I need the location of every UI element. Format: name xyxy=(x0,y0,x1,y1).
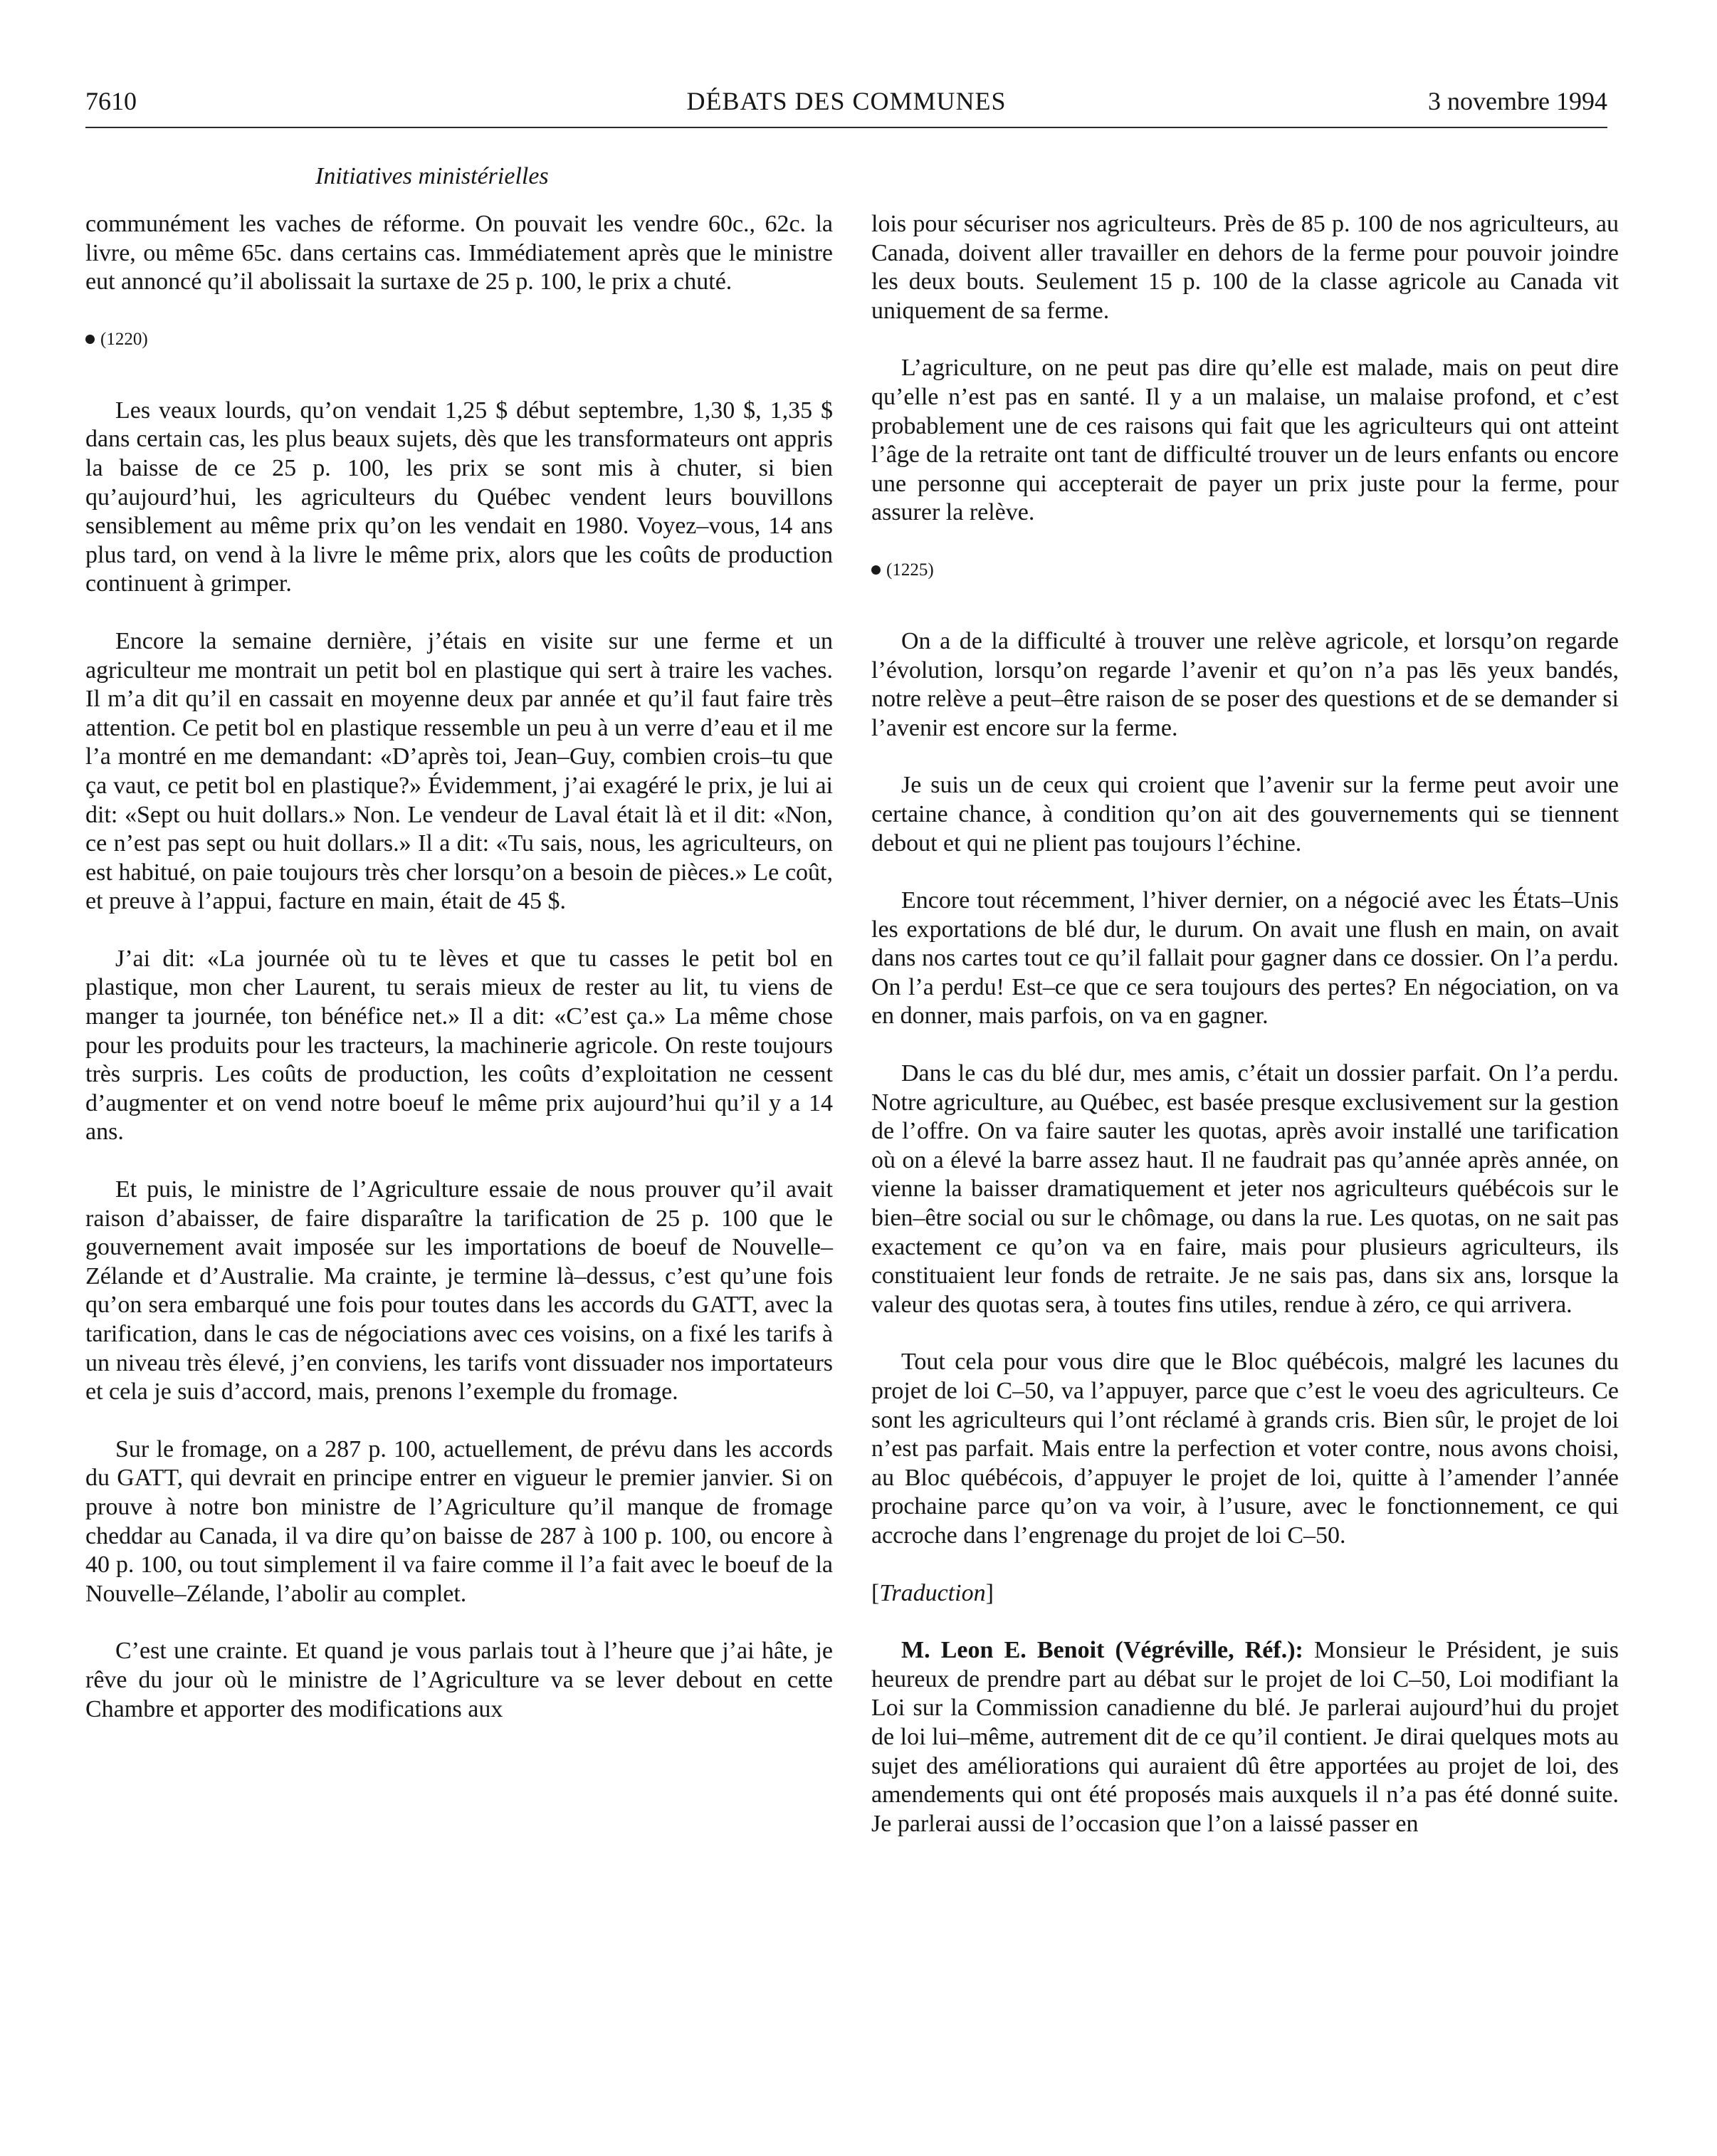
paragraph: Tout cela pour vous dire que le Bloc québécois, malgré les lacunes du projet de loi C–50, va l’appuyer, parce que c’est le voeu des agriculteurs. Ce sont les agriculteurs qui l’ont réclamé à grands cris. Bien sûr, le projet de loi n’est pas parfait. Mais entre la perfection et voter contre, nous avons choisi, au Bloc québécois, d’appuyer le projet de loi, quitte à l’amender l’année prochaine parce qu’on va voir, à l’usure, avec le fonctionnement, ce qui accroche dans l’engrenage du projet de loi C–50. xyxy=(871,1349,1619,1549)
paragraph: Les veaux lourds, qu’on vendait 1,25 $ début septembre, 1,30 $, 1,35 $ dans certain cas, les plus beaux sujets, dès que les transformateurs ont appris la baisse de ce 25 p. 100, les prix se sont mis à chuter, si bien qu’aujourd’hui, les agriculteurs du Québec vendent leurs bouvillons sensiblement au même prix qu’on les vendait en 1980. Voyez–vous, 14 ans plus tard, on vend à la livre le même prix, alors que les coûts de production continuent à grimper. xyxy=(85,397,833,597)
sitting-date: 3 novembre 1994 xyxy=(1428,87,1607,115)
speaker-name: M. Leon E. Benoit (Végréville, Réf.): xyxy=(901,1637,1303,1664)
paragraph: Je suis un de ceux qui croient que l’avenir sur la ferme peut avoir une certaine chance, à condition qu’on ait des gouvernements qui se tiennent debout et qui ne plient pas toujours l’échine. xyxy=(871,772,1619,857)
paragraph: L’agriculture, on ne peut pas dire qu’elle est malade, mais on peut dire qu’elle n’est pas en santé. Il y a un malaise, un malaise profond, et c’est probablement une de ces raisons qui fait que les agriculteurs qui ont atteint l’âge de la retraite ont tant de difficulté trouver un de leurs enfants ou encore une personne qui accepterait de payer un prix juste pour la ferme, pour assurer la relève. xyxy=(871,355,1619,526)
header-rule xyxy=(85,127,1607,128)
right-column xyxy=(871,210,1619,1867)
paragraph: communément les vaches de réforme. On pouvait les vendre 60c., 62c. la livre, ou même 65c. dans certains cas. Immédiatement après que le ministre eut annoncé qu’il abolissait la surtaxe de 25 p. 100, le prix a chuté. xyxy=(85,211,833,295)
paragraph: lois pour sécuriser nos agriculteurs. Près de 85 p. 100 de nos agriculteurs, au Canada, doivent aller travailler en dehors de la ferme pour pouvoir joindre les deux bouts. Seulement 15 p. 100 de la classe agricole au Canada vit uniquement de sa ferme. xyxy=(871,211,1619,324)
time-marker xyxy=(871,556,1619,585)
bracket-open: [ xyxy=(871,1579,880,1606)
paragraph: Et puis, le ministre de l’Agriculture essaie de nous prouver qu’il avait raison d’abaisser, de faire disparaître la tarification de 25 p. 100 que le gouvernement avait imposée sur les importations de boeuf de Nouvelle–Zélande et d’Australie. Ma crainte, je termine là–dessus, c’est qu’une fois qu’on sera embarqué une fois pour toutes dans les accords du GATT, avec la tarification, dans le cas de négociations avec ces voisins, on a fixé les tarifs à un niveau très élevé, j’en conviens, les tarifs vont dissuader nos importateurs et cela je suis d’accord, mais, prenons l’exemple du fromage. xyxy=(85,1176,833,1406)
bracket-close: ] xyxy=(985,1579,994,1606)
translation-note xyxy=(871,1579,1619,1608)
paragraph: Sur le fromage, on a 287 p. 100, actuellement, de prévu dans les accords du GATT, qui devrait en principe entrer en vigueur le premier janvier. Si on prouve à notre bon ministre de l’Agriculture qu’il manque de fromage cheddar au Canada, il va dire qu’on baisse de 287 à 100 p. 100, ou encore à 40 p. 100, ou tout simplement il va faire comme il l’a fait avec le boeuf de la Nouvelle–Zélande, l’abolir au complet. xyxy=(85,1435,833,1607)
bullet-icon xyxy=(85,335,95,344)
paragraph: Encore tout récemment, l’hiver dernier, on a négocié avec les États–Unis les exportations de blé dur, le durum. On avait une flush en main, on avait dans nos cartes tout ce qu’il fallait pour gagner dans ce dossier. On l’a perdu. On l’a perdu! Est–ce que ce sera toujours des pertes? En négociation, on va en donner, mais parfois, on va en gagner. xyxy=(871,887,1619,1030)
running-header xyxy=(85,84,1607,118)
paragraph: J’ai dit: «La journée où tu te lèves et que tu casses le petit bol en plastique, mon cher Laurent, tu serais mieux de rester au lit, tu viens de manger ta journée, ton bénéfice net.» Il a dit: «C’est ça.» La même chose pour les produits pour les tracteurs, la machinerie agricole. On reste toujours très surpris. Les coûts de production, les coûts d’exploitation ne cessent d’augmenter et on vend notre boeuf le même prix aujourd’hui qu’il y a 14 ans. xyxy=(85,945,833,1146)
paragraph: Encore la semaine dernière, j’étais en visite sur une ferme et un agriculteur me montrait un petit bol en plastique qui sert à traire les vaches. Il m’a dit qu’il en cassait en moyenne deux par année et qu’il faut faire très attention. Ce petit bol en plastique ressemble un peu à un verre d’eau et il me l’a montré en me demandant: «D’après toi, Jean–Guy, combien crois–tu que ça vaut, ce petit bol en plastique?» Évidemment, j’ai exagéré le prix, je lui ai dit: «Sept ou huit dollars.» Non. Le vendeur de Laval était là et il dit: «Non, ce n’est pas sept ou huit dollars.» Il a dit: «Tu sais, nous, les agriculteurs, on est habitué, on paie toujours très cher lorsqu’on a besoin de pièces.» Le coût, et preuve à l’appui, facture en main, était de 45 $. xyxy=(85,627,833,915)
speech-paragraph xyxy=(871,1636,1619,1838)
speech-text: Monsieur le Président, je suis heureux de prendre part au débat sur le projet de loi C–50, Loi modifiant la Loi sur la Commission canadienne du blé. Je parlerai aujourd’hui du projet de loi lui–même, autrement dit de ce qu’il contient. Je dirai quelques mots au sujet des améliorations qui auraient dû être apportées au projet de loi, des amendements qui ont été proposés mais auxquels il n’a pas été donné suite. Je parlerai aussi de l’occasion que l’on a laissé passer en xyxy=(871,1637,1619,1837)
journal-title: DÉBATS DES COMMUNES xyxy=(686,87,1007,115)
paragraph: C’est une crainte. Et quand je vous parlais tout à l’heure que j’ai hâte, je rêve du jour où le ministre de l’Agriculture va se lever debout en cette Chambre et apporter des modifications aux xyxy=(85,1638,833,1722)
paragraph: Dans le cas du blé dur, mes amis, c’était un dossier parfait. On l’a perdu. Notre agriculture, au Québec, est basée presque exclusivement sur la gestion de l’offre. On va faire sauter les quotas, après avoir installé une tarification où on a élevé la barre assez haut. Il ne faudrait pas qu’année après année, on vienne la baisser dramatiquement et jeter nos agriculteurs québécois sur le bien–être social ou sur le chômage, ou dans la rue. Les quotas, on ne sait pas exactement ce qu’on va en faire, mais pour plusieurs agriculteurs, ils constituaient leur fonds de retraite. Je ne sais pas, dans six ans, lorsque la valeur des quotas sera, à toutes fins utiles, rendue à zéro, ce qui arrivera. xyxy=(871,1060,1619,1318)
time-marker xyxy=(85,325,833,354)
time-marker-label: (1225) xyxy=(886,560,934,580)
section-title: Initiatives ministérielles xyxy=(315,163,549,189)
translation-label: Traduction xyxy=(879,1579,986,1606)
left-column xyxy=(85,210,833,1752)
time-marker-label: (1220) xyxy=(100,329,148,349)
page-number: 7610 xyxy=(85,87,137,115)
bullet-icon xyxy=(871,565,881,575)
paragraph: On a de la difficulté à trouver une relève agricole, et lorsqu’on regarde l’évolution, lorsqu’on regarde l’avenir et qu’on n’a pas lēs yeux bandés, notre relève a peut–être raison de se poser des questions et de se demander si l’avenir est encore sur la ferme. xyxy=(871,627,1619,741)
